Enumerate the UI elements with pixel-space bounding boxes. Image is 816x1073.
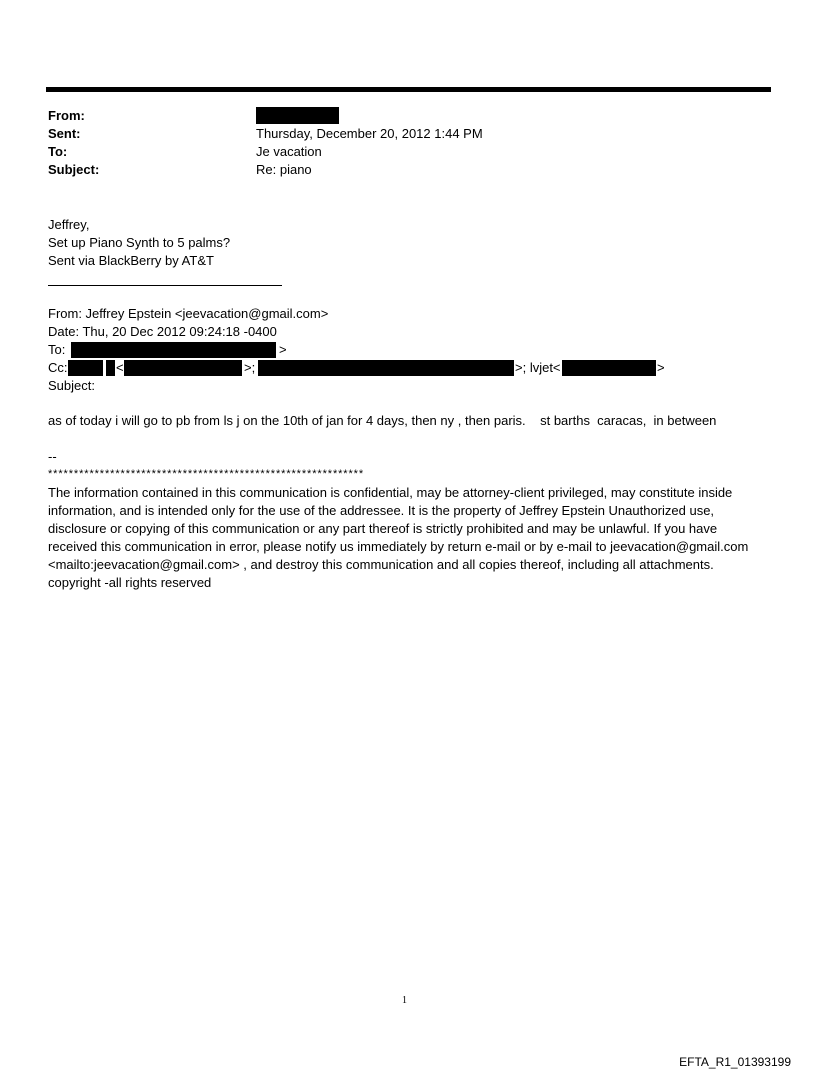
quoted-cc-close: > <box>657 360 665 375</box>
signature-stars: ************************************************************* <box>48 468 365 480</box>
quoted-to-close: > <box>279 342 287 357</box>
quoted-subject-label: Subject: <box>48 378 95 393</box>
subject-label: Subject: <box>48 162 100 177</box>
redaction-cc-3 <box>124 360 242 376</box>
header-subject-row <box>48 161 748 179</box>
sent-value: Thursday, December 20, 2012 1:44 PM <box>256 126 483 141</box>
body-signature: Sent via BlackBerry by AT&T <box>48 253 214 268</box>
redaction-cc-2 <box>106 360 115 376</box>
redaction-to <box>71 342 276 358</box>
quoted-cc-lt: < <box>116 360 124 375</box>
subject-value: Re: piano <box>256 162 312 177</box>
header-sent-row <box>48 125 748 143</box>
top-divider <box>46 87 771 92</box>
page-number: 1 <box>402 995 407 1006</box>
sent-label: Sent: <box>48 126 81 141</box>
to-label: To: <box>48 144 68 159</box>
redaction-from <box>256 107 339 124</box>
quoted-cc-sep2: >; lvjet< <box>515 360 561 375</box>
quote-divider <box>48 285 282 286</box>
from-label: From: <box>48 108 85 123</box>
quoted-message: as of today i will go to pb from ls j on the 10th of jan for 4 days, then ny , then paris. st barths caracas, in between <box>48 413 717 428</box>
redaction-cc-4 <box>258 360 514 376</box>
body-message: Set up Piano Synth to 5 palms? <box>48 235 231 250</box>
to-value: Je vacation <box>256 144 322 159</box>
quoted-date: Date: Thu, 20 Dec 2012 09:24:18 -0400 <box>48 324 277 339</box>
confidentiality-disclaimer: The information contained in this communication is confidential, may be attorney-client privileged, may constitute inside information, and is intended only for the use of the addressee. It is the property of Jeffrey Epstein Unauthorized use, disclosure or copying of this communication or any part thereof is strictly prohibited and may be unlawful. If you have received this communication in error, please notify us immediately by return e-mail or by e-mail to jeevacation@gmail.com <mailto:jeevacation@gmail.com> , and destroy this communication and all copies thereof, including all attachments. copyright -all rights reserved <box>48 485 749 590</box>
signature-dashes: -- <box>48 449 57 464</box>
header-from-row <box>48 107 748 125</box>
redaction-cc-5 <box>562 360 656 376</box>
greeting: Jeffrey, <box>48 217 90 232</box>
quoted-from: From: Jeffrey Epstein <jeevacation@gmail.com> <box>48 306 329 321</box>
quoted-cc-sep1: >; <box>244 360 256 375</box>
quoted-to-label: To: <box>48 342 66 357</box>
document-id: EFTA_R1_01393199 <box>679 1055 791 1069</box>
redaction-cc-1 <box>68 360 103 376</box>
header-to-row <box>48 143 748 161</box>
quoted-cc-label: Cc: <box>48 360 68 375</box>
